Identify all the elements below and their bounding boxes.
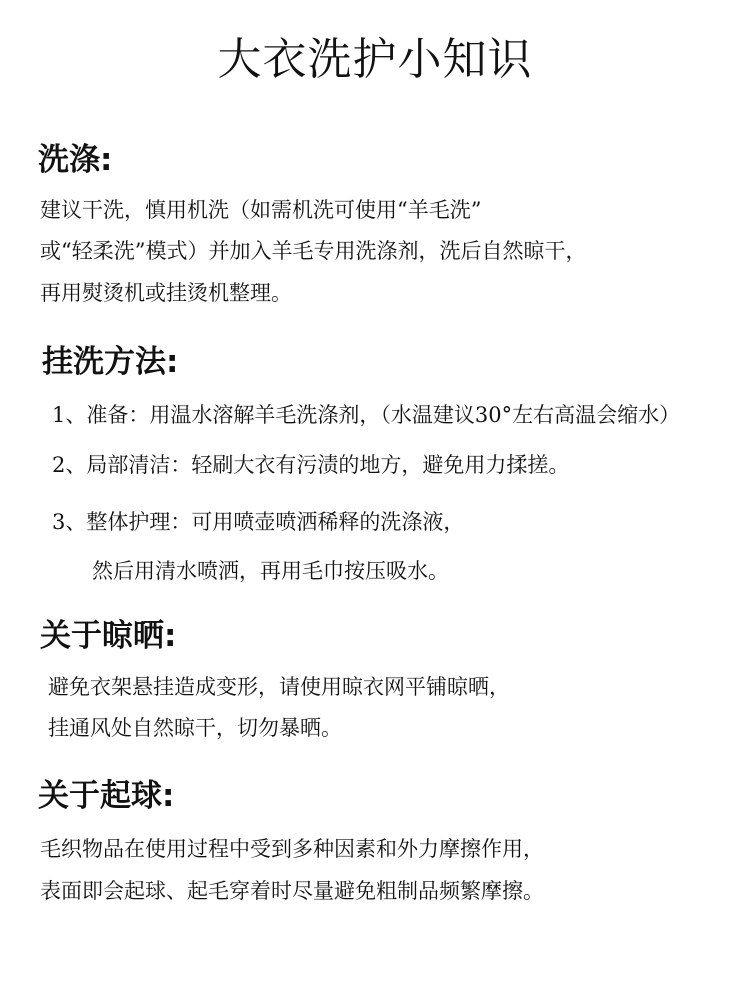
washing-text-line-3: 再用熨烫机或挂烫机整理。 — [40, 281, 292, 305]
section-heading-hang-wash: 挂洗方法: — [42, 344, 179, 380]
hang-wash-step-3: 3、整体护理：可用喷壶喷洒稀释的洗涤液， — [52, 510, 465, 534]
section-heading-drying: 关于晾晒: — [40, 618, 177, 654]
drying-text-line-2: 挂通风处自然晾干，切勿暴晒。 — [48, 716, 342, 740]
pilling-text-line-1: 毛织物品在使用过程中受到多种因素和外力摩擦作用， — [40, 837, 544, 861]
section-heading-washing: 洗涤: — [38, 142, 113, 178]
section-heading-pilling: 关于起球: — [38, 778, 175, 814]
drying-text-line-1: 避免衣架悬挂造成变形，请使用晾衣网平铺晾晒， — [48, 675, 510, 699]
washing-text-line-1: 建议干洗，慎用机洗（如需机洗可使用“羊毛洗” — [40, 198, 482, 222]
page-title: 大衣洗护小知识 — [217, 34, 533, 85]
hang-wash-step-3-continued: 然后用清水喷洒，再用毛巾按压吸水。 — [92, 559, 449, 583]
hang-wash-step-2: 2、局部清洁：轻刷大衣有污渍的地方，避免用力揉搓。 — [52, 453, 570, 477]
washing-text-line-2: 或“轻柔洗”模式）并加入羊毛专用洗涤剂，洗后自然晾干， — [40, 239, 587, 263]
hang-wash-step-1: 1、准备：用温水溶解羊毛洗涤剂，（水温建议30°左右高温会缩水） — [52, 403, 681, 427]
pilling-text-line-2: 表面即会起球、起毛穿着时尽量避免粗制品频繁摩擦。 — [40, 879, 544, 903]
